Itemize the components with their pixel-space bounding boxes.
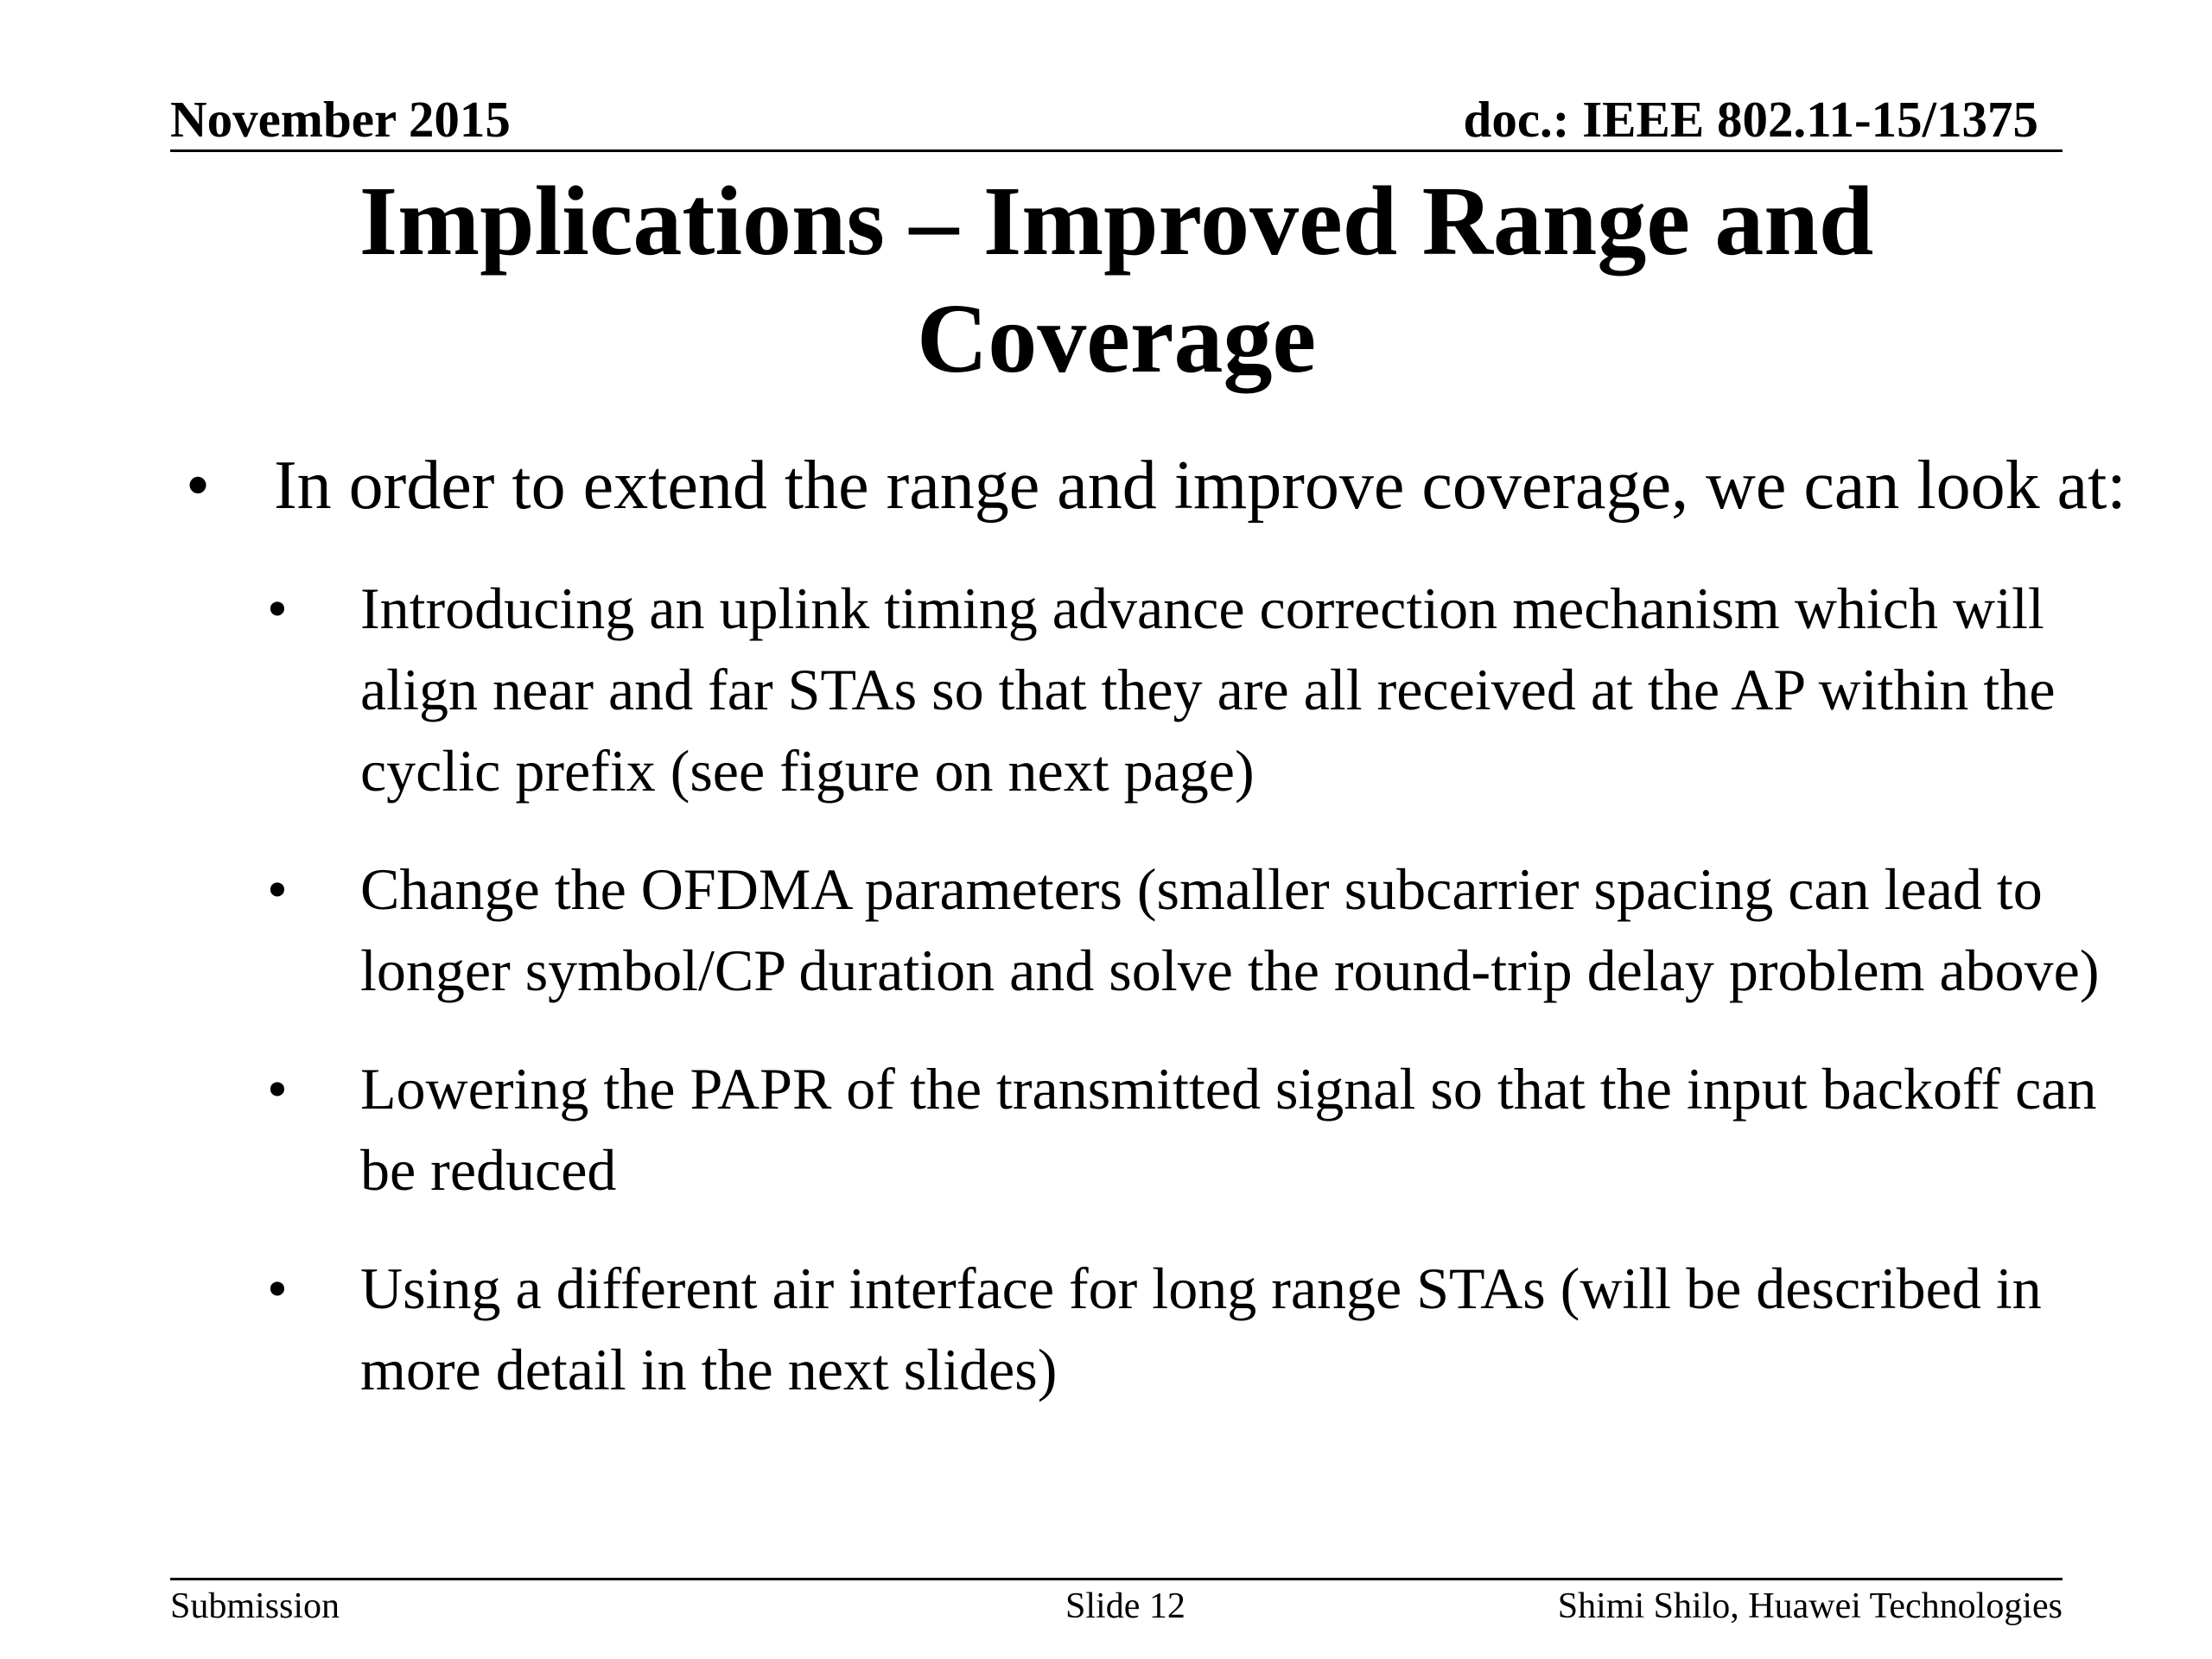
slide-footer [170,1578,2063,1626]
slide-body [173,441,2160,1447]
sub-bullet-item [257,568,2160,811]
slide-title: Implications – Improved Range and Coverage [359,166,1874,393]
sub-bullet-item [257,849,2160,1011]
slide-header [170,90,2063,152]
sub-bullet-list [173,568,2160,1410]
bullet-marker: • [267,1255,288,1321]
main-bullet [173,441,2160,531]
sub-bullet-item [257,1048,2160,1211]
bullet-marker: • [267,856,288,922]
header-doc-number: doc.: IEEE 802.11-15/1375 [1463,91,2038,148]
footer-author: Shimi Shilo, Huawei Technologies [1557,1586,2063,1626]
footer-slide-number: Slide 12 [1065,1586,1185,1626]
header-date: November 2015 [170,91,511,148]
footer-submission: Submission [170,1586,340,1626]
sub-bullet-text: Lowering the PAPR of the transmitted signal so that the input backoff can be reduced [360,1056,2097,1203]
bullet-marker: • [186,448,211,524]
sub-bullet-text: Using a different air interface for long range STAs (will be described in more detail in the next slides) [360,1255,2042,1402]
sub-bullet-item [257,1248,2160,1410]
sub-bullet-text: Change the OFDMA parameters (smaller subcarrier spacing can lead to longer symbol/CP duration and solve the round-trip delay problem above) [360,856,2100,1003]
bullet-marker: • [267,575,288,641]
sub-bullet-text: Introducing an uplink timing advance correction mechanism which will align near and far STAs so that they are all received at the AP within the cyclic prefix (see figure on next page) [360,575,2056,804]
main-bullet-text: In order to extend the range and improve coverage, we can look at: [274,448,2126,524]
bullet-marker: • [267,1056,288,1122]
